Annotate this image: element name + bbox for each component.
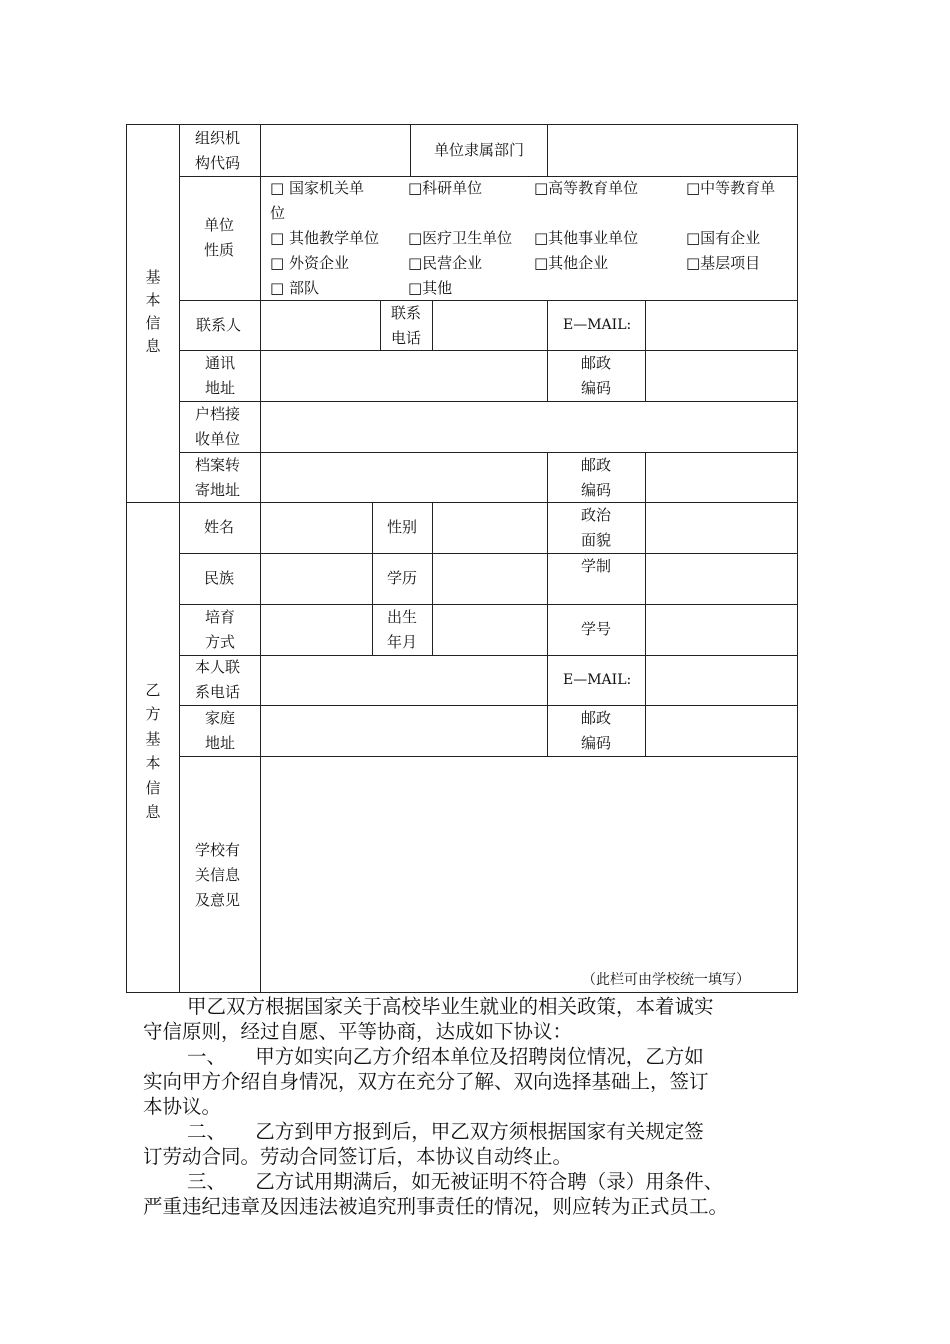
agreement-line: 订劳动合同。劳动合同签订后，本协议自动终止。 xyxy=(143,1145,573,1168)
section-b-title: 乙 方 基 本 信 息 xyxy=(145,681,161,822)
address-label: 通讯地址 xyxy=(204,354,235,397)
nature-option[interactable]: □医疗卫生单位 xyxy=(408,229,513,247)
nature-option[interactable]: □中等教育单 xyxy=(686,179,776,197)
agreement-line: 实向甲方介绍自身情况，双方在充分了解、双向选择基础上，签订 xyxy=(143,1070,709,1093)
nature-option[interactable]: □其他事业单位 xyxy=(534,229,639,247)
student-id-label: 学号 xyxy=(581,620,612,638)
hukou-label: 户档接收单位 xyxy=(195,405,241,448)
dept-label: 单位隶属部门 xyxy=(433,141,524,159)
ethnic-label: 民族 xyxy=(204,569,235,587)
nature-option[interactable]: □ 国家机关单位 xyxy=(270,179,364,222)
name-field[interactable] xyxy=(261,503,372,553)
nature-option[interactable]: □民营企业 xyxy=(408,254,483,272)
training-label: 培育方式 xyxy=(204,608,235,651)
school-note: （此栏可由学校统一填写） xyxy=(582,972,750,988)
education-label: 学历 xyxy=(387,569,418,587)
agreement-line: 守信原则，经过自愿、平等协商，达成如下协议： xyxy=(143,1020,573,1043)
home-field[interactable] xyxy=(261,706,547,756)
section-a-title: 基 本 信 息 xyxy=(145,268,161,355)
nature-option[interactable]: □国有企业 xyxy=(686,229,761,247)
archive-postcode-field[interactable] xyxy=(646,453,797,502)
schooling-label: 学制 xyxy=(581,557,612,575)
birth-field[interactable] xyxy=(433,605,547,655)
political-label: 政治面貌 xyxy=(580,506,611,549)
home-label: 家庭地址 xyxy=(204,709,235,752)
own-phone-field[interactable] xyxy=(261,656,547,705)
archive-label: 档案转寄地址 xyxy=(195,456,241,499)
postcode-label: 邮政编码 xyxy=(580,354,611,397)
nature-option[interactable]: □科研单位 xyxy=(408,179,483,197)
agreement-line: 本协议。 xyxy=(143,1095,222,1118)
nature-option[interactable]: □ 外资企业 xyxy=(270,254,349,272)
email-field[interactable] xyxy=(646,301,797,350)
ethnic-field[interactable] xyxy=(261,554,372,604)
nature-option[interactable]: □高等教育单位 xyxy=(534,179,639,197)
dept-field[interactable] xyxy=(548,125,797,176)
agreement-line: 二、 乙方到甲方报到后，甲乙双方须根据国家有关规定签 xyxy=(187,1120,704,1143)
gender-field[interactable] xyxy=(433,503,547,553)
archive-postcode-label: 邮政编码 xyxy=(580,456,611,499)
phone-field[interactable] xyxy=(433,301,547,350)
gender-label: 性别 xyxy=(387,518,418,536)
agreement-line: 一、 甲方如实向乙方介绍本单位及招聘岗位情况，乙方如 xyxy=(187,1045,704,1068)
schooling-field[interactable] xyxy=(646,554,797,604)
nature-option[interactable]: □其他企业 xyxy=(534,254,609,272)
home-postcode-field[interactable] xyxy=(646,706,797,756)
postcode-field[interactable] xyxy=(646,351,797,401)
contact-label: 联系人 xyxy=(196,316,242,334)
nature-option[interactable]: □ 部队 xyxy=(270,279,319,297)
email-label: E—MAIL: xyxy=(563,317,632,333)
contact-field[interactable] xyxy=(261,301,380,350)
political-field[interactable] xyxy=(646,503,797,553)
training-field[interactable] xyxy=(261,605,372,655)
home-postcode-label: 邮政编码 xyxy=(580,709,611,752)
nature-option[interactable]: □基层项目 xyxy=(686,254,761,272)
nature-option[interactable]: □ 其他教学单位 xyxy=(270,229,379,247)
own-phone-label: 本人联系电话 xyxy=(195,658,241,701)
name-label: 姓名 xyxy=(204,518,235,536)
hukou-field[interactable] xyxy=(261,402,797,452)
archive-field[interactable] xyxy=(261,453,547,502)
address-field[interactable] xyxy=(261,351,547,401)
agreement-line: 三、 乙方试用期满后，如无被证明不符合聘（录）用条件、 xyxy=(187,1170,724,1193)
org-code-field[interactable] xyxy=(261,125,410,176)
nature-option[interactable]: □其他 xyxy=(408,279,453,297)
agreement-line: 严重违纪违章及因违法被追究刑事责任的情况，则应转为正式员工。 xyxy=(143,1195,729,1218)
school-label: 学校有关信息及意见 xyxy=(195,841,241,909)
education-field[interactable] xyxy=(433,554,547,604)
agreement-line: 甲乙双方根据国家关于高校毕业生就业的相关政策，本着诚实 xyxy=(187,995,714,1018)
org-code-label: 组织机构代码 xyxy=(195,129,241,172)
birth-label: 出生年月 xyxy=(386,608,417,651)
phone-label: 联系电话 xyxy=(390,304,421,347)
student-id-field[interactable] xyxy=(646,605,797,655)
email-label-b: E—MAIL: xyxy=(563,672,632,688)
email-field-b[interactable] xyxy=(646,656,797,705)
nature-label: 单位性质 xyxy=(204,216,235,259)
school-field[interactable] xyxy=(261,757,797,992)
